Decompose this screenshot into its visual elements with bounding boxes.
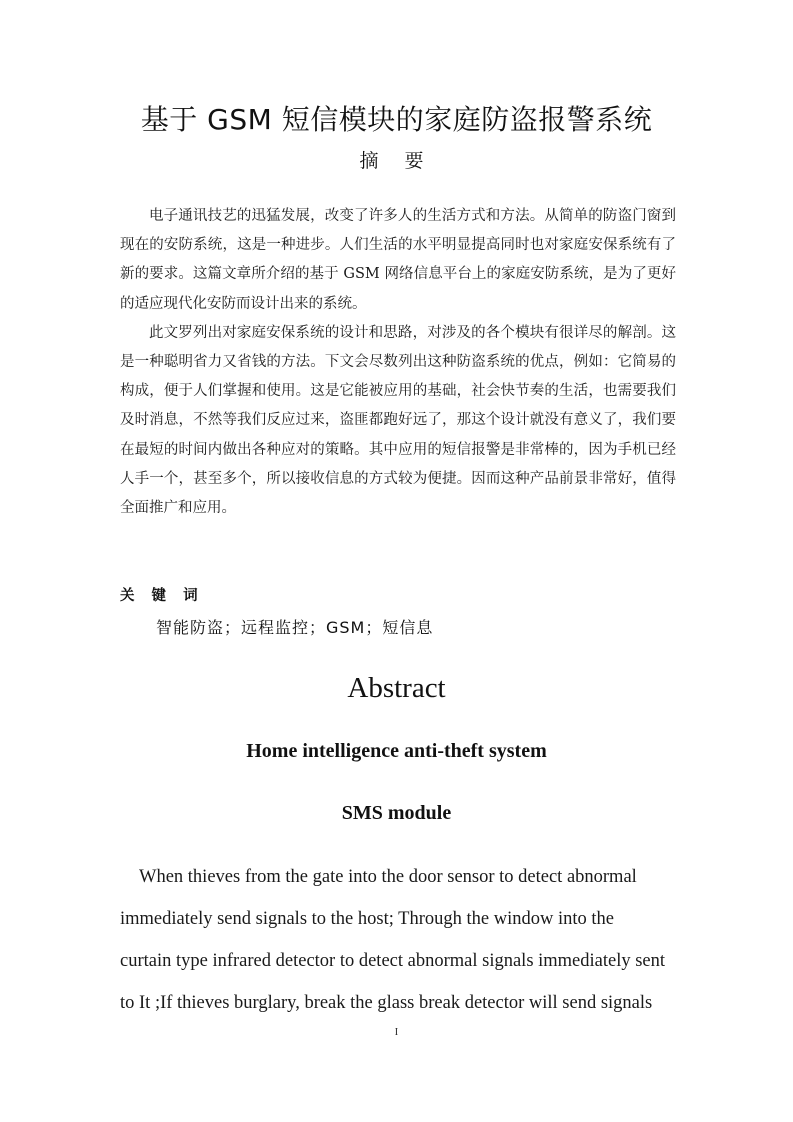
document-title: 基于 GSM 短信模块的家庭防盗报警系统 (140, 103, 653, 136)
english-text-line: to It ;If thieves burglary, break the glass break detector will send signals (120, 993, 653, 1013)
abstract-heading-english: Abstract (347, 672, 446, 704)
english-abstract-body (120, 856, 680, 1024)
abstract-heading-chinese: 摘 要 (359, 150, 434, 172)
chinese-abstract-body (120, 202, 676, 523)
keywords-label: 关 键 词 (120, 588, 204, 604)
chinese-paragraph: 电子通讯技艺的迅猛发展，改变了许多人的生活方式和方法。从简单的防盗门窗到现在的安防系统，这是一种进步。人们生活的水平明显提高同时也对家庭安保系统有了新的要求。这篇文章所介绍的基于 GSM 网络信息平台上的家庭安防系统，是为了更好的适应现代化安防而设计出来的系统。 (120, 208, 676, 312)
english-text-line: curtain type infrared detector to detect abnormal signals immediately sent (120, 951, 666, 971)
english-subtitle: SMS module (341, 802, 452, 824)
page-number: I (394, 1026, 399, 1038)
chinese-paragraph: 此文罗列出对家庭安保系统的设计和思路，对涉及的各个模块有很详尽的解剖。这是一种聪明省力又省钱的方法。下文会尽数列出这种防盗系统的优点，例如：它简易的构成，便于人们掌握和使用。这是它能被应用的基础，社会快节奏的生活，也需要我们及时消息，不然等我们反应过来，盗匪都跑好远了，那这个设计就没有意义了，我们要在最短的时间内做出各种应对的策略。其中应用的短信报警是非常棒的，因为手机已经人手一个，甚至多个，所以接收信息的方式较为便捷。因而这种产品前景非常好，值得全面推广和应用。 (120, 324, 676, 517)
english-text-line: When thieves from the gate into the door sensor to detect abnormal (139, 867, 637, 887)
keywords-list: 智能防盗；远程监控；GSM；短信息 (156, 618, 434, 637)
english-text-line: immediately send signals to the host; Through the window into the (120, 909, 614, 929)
english-title: Home intelligence anti-theft system (246, 740, 547, 762)
